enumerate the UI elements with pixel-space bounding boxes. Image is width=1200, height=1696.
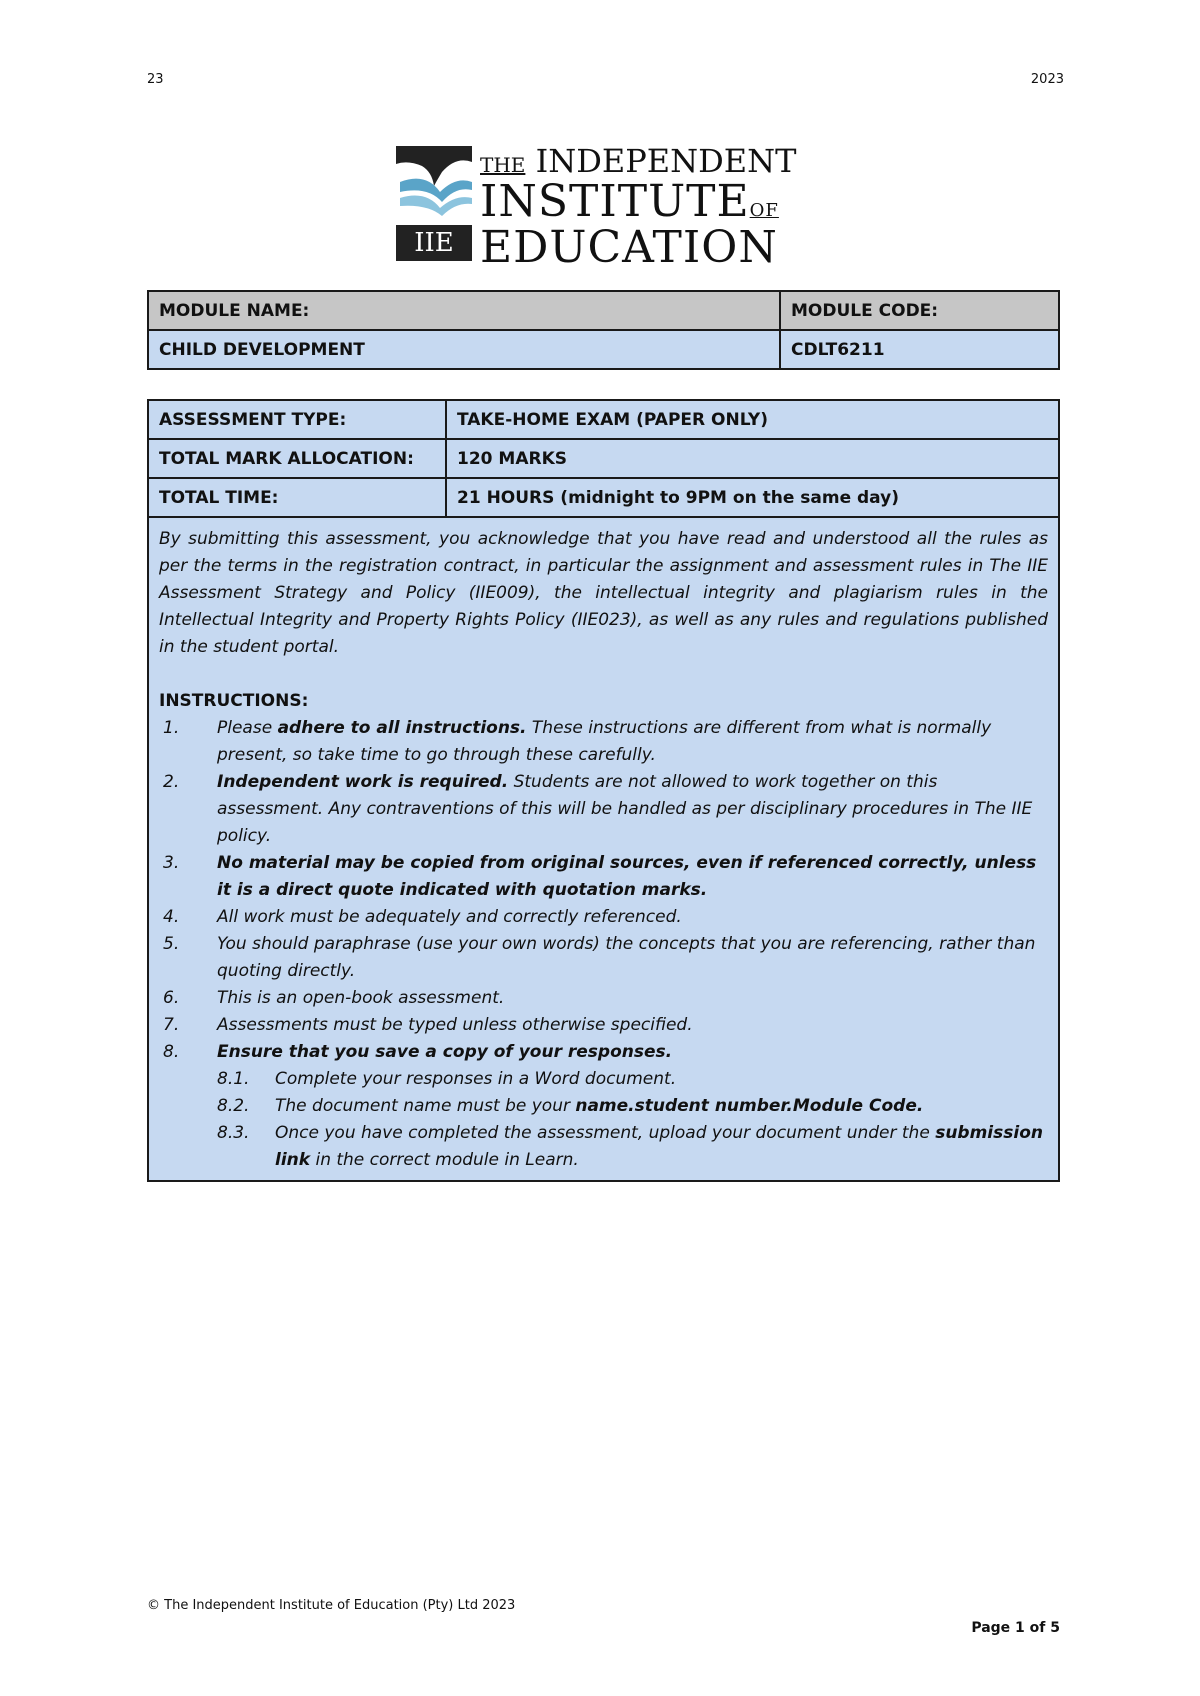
logo-badge: IIE [396, 225, 472, 261]
module-name-label: MODULE NAME: [148, 291, 780, 330]
module-code-label: MODULE CODE: [780, 291, 1059, 330]
instruction-item: 5. You should paraphrase (use your own words) the concepts that you are referencing, rather than quoting directly. [163, 934, 1036, 981]
total-mark-value: 120 MARKS [446, 439, 1059, 478]
instruction-item: 2. Independent work is required. Students are not allowed to work together on this assessment. Any contraventions of this will be handled as per disciplinary procedures in The IIE policy. [163, 772, 1033, 846]
logo-line-2: INSTITUTEOF [480, 176, 779, 227]
sub-instruction-item: 8.1. Complete your responses in a Word document. [217, 1069, 677, 1089]
module-name: CHILD DEVELOPMENT [148, 330, 780, 369]
assessment-type-label: ASSESSMENT TYPE: [148, 400, 446, 439]
instructions-cell [148, 517, 1059, 1181]
assessment-table [147, 399, 1060, 1182]
sub-instruction-item: 8.3. Once you have completed the assessment, upload your document under the submission link in the correct module in Learn. [217, 1123, 1043, 1170]
instruction-item: 7. Assessments must be typed unless otherwise specified. [163, 1015, 693, 1035]
total-time-label: TOTAL TIME: [148, 478, 446, 517]
sub-instruction-item: 8.2. The document name must be your name.student number.Module Code. [217, 1096, 924, 1116]
book-bird-icon [396, 142, 476, 226]
page-number: Page 1 of 5 [971, 1620, 1060, 1636]
header-year: 2023 [1030, 72, 1064, 87]
total-mark-label: TOTAL MARK ALLOCATION: [148, 439, 446, 478]
acknowledgement-text: By submitting this assessment, you acknowledge that you have read and understood all the rules as per the terms in the registration contract, in particular the assignment and assessment rules in The IIE Assessment Strategy and Policy (IIE009), the intellectual integrity and plagiarism rules in the Intellectual Integrity and Property Rights Policy (IIE023), as well as any rules and regulations published in the student portal. [159, 529, 1048, 657]
instructions-list [159, 715, 1048, 1174]
instruction-item: 1. Please adhere to all instructions. These instructions are different from what is normally present, so take time to go through these carefully. [163, 718, 992, 765]
instruction-item: 6. This is an open-book assessment. [163, 988, 505, 1008]
iie-logo [396, 142, 816, 273]
instruction-item: 3. No material may be copied from original sources, even if referenced correctly, unless it is a direct quote indicated with quotation marks. [163, 853, 1037, 900]
footer-copyright: © The Independent Institute of Education (Pty) Ltd 2023 [147, 1598, 516, 1613]
module-code: CDLT6211 [780, 330, 1059, 369]
total-time-value: 21 HOURS (midnight to 9PM on the same day) [446, 478, 1059, 517]
module-table [147, 290, 1060, 370]
logo-line-3: EDUCATION [480, 222, 778, 273]
instructions-title: INSTRUCTIONS: [159, 691, 309, 711]
header-left-number: 23 [147, 72, 164, 87]
instruction-item: 8. Ensure that you save a copy of your responses. 8.1. Complete your responses in a Word document. 8.2. The document name must be your name.student number.Module Code. 8.3. Once you have completed the assessment, upload your document under the submission link in the correct module in Learn. [159, 1039, 1048, 1174]
instruction-item: 4. All work must be adequately and correctly referenced. [163, 907, 682, 927]
assessment-type-value: TAKE-HOME EXAM (PAPER ONLY) [446, 400, 1059, 439]
sub-instructions-list [217, 1066, 1048, 1174]
logo-line-1: THE INDEPENDENT [480, 142, 797, 180]
